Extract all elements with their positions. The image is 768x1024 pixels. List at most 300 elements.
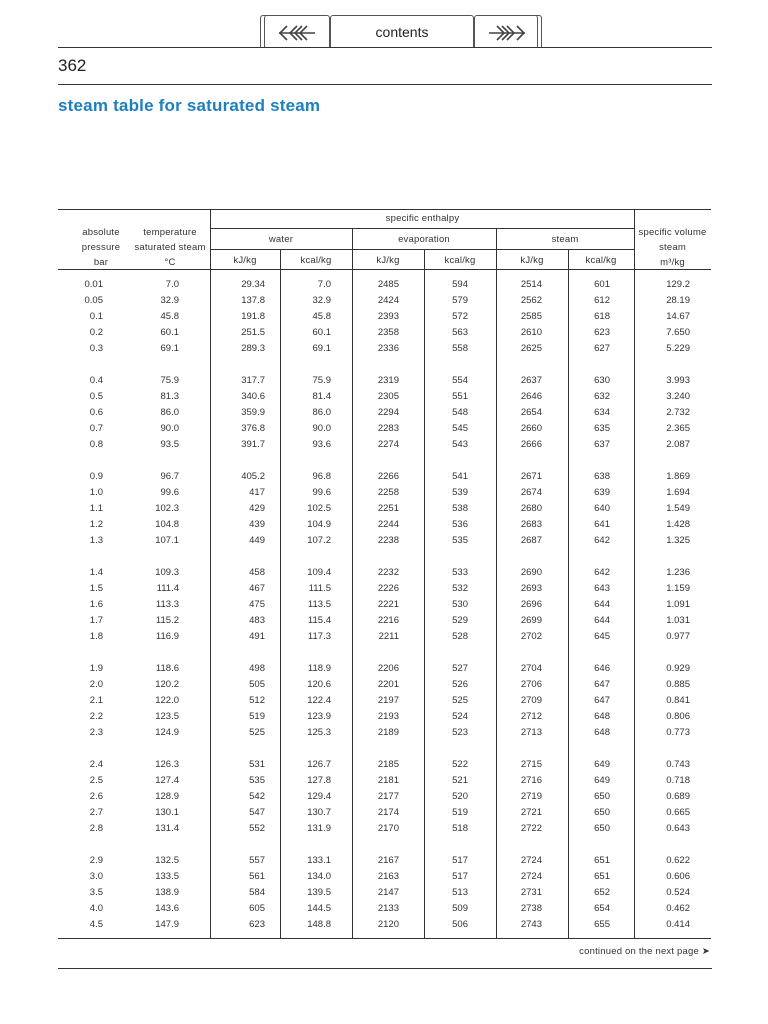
table-cell: 2722	[520, 823, 542, 834]
table-cell: 654	[594, 903, 610, 914]
table-cell: 649	[594, 775, 610, 786]
table-cell: 90.0	[312, 423, 331, 434]
enthalpy-sub-rule	[210, 249, 635, 250]
table-cell: 5.229	[666, 343, 690, 354]
table-cell: 643	[594, 583, 610, 594]
table-cell: 630	[594, 375, 610, 386]
table-cell: 113.5	[307, 599, 331, 610]
table-cell: 138.9	[155, 887, 179, 898]
table-cell: 4.5	[89, 919, 103, 930]
col-divider	[210, 209, 211, 939]
table-cell: 2646	[520, 391, 542, 402]
header-steam: steam	[551, 234, 579, 245]
table-cell: 2.3	[89, 727, 103, 738]
table-cell: 531	[249, 759, 265, 770]
continued-note: continued on the next page ➤	[579, 946, 710, 957]
top-rule	[58, 47, 712, 48]
table-cell: 376.8	[241, 423, 265, 434]
table-cell: 2336	[377, 343, 399, 354]
table-cell: 102.3	[155, 503, 179, 514]
table-cell: 458	[249, 567, 265, 578]
table-cell: 538	[452, 503, 468, 514]
table-cell: 2485	[377, 279, 399, 290]
table-cell: 1.1	[89, 503, 103, 514]
table-cell: 2713	[520, 727, 542, 738]
table-cell: 557	[249, 855, 265, 866]
table-cell: 2654	[520, 407, 542, 418]
table-cell: 2.6	[89, 791, 103, 802]
table-cell: 2147	[377, 887, 399, 898]
table-cell: 2167	[377, 855, 399, 866]
table-cell: 2319	[377, 375, 399, 386]
header-volume-line2: steam	[659, 242, 686, 253]
table-cell: 405.2	[241, 471, 265, 482]
table-cell: 0.743	[666, 759, 690, 770]
table-cell: 3.993	[666, 375, 690, 386]
contents-button[interactable]	[330, 15, 474, 48]
table-cell: 0.606	[666, 871, 690, 882]
table-cell: 126.3	[155, 759, 179, 770]
table-cell: 2189	[377, 727, 399, 738]
table-cell: 1.236	[666, 567, 690, 578]
table-cell: 1.9	[89, 663, 103, 674]
table-cell: 1.091	[666, 599, 690, 610]
table-cell: 99.6	[312, 487, 331, 498]
col-divider	[280, 249, 281, 939]
table-cell: 2660	[520, 423, 542, 434]
table-cell: 521	[452, 775, 468, 786]
table-cell: 69.1	[160, 343, 179, 354]
table-cell: 2.2	[89, 711, 103, 722]
table-cell: 1.4	[89, 567, 103, 578]
table-cell: 637	[594, 439, 610, 450]
enthalpy-group-rule	[210, 228, 635, 229]
table-cell: 2393	[377, 311, 399, 322]
table-cell: 127.8	[307, 775, 331, 786]
table-cell: 623	[594, 327, 610, 338]
table-cell: 645	[594, 631, 610, 642]
table-cell: 2274	[377, 439, 399, 450]
table-cell: 642	[594, 535, 610, 546]
table-cell: 2.4	[89, 759, 103, 770]
table-cell: 75.9	[160, 375, 179, 386]
table-cell: 517	[452, 855, 468, 866]
table-cell: 123.5	[155, 711, 179, 722]
table-cell: 491	[249, 631, 265, 642]
table-cell: 147.9	[155, 919, 179, 930]
table-cell: 649	[594, 759, 610, 770]
table-cell: 1.428	[666, 519, 690, 530]
table-cell: 517	[452, 871, 468, 882]
table-cell: 1.8	[89, 631, 103, 642]
table-cell: 535	[249, 775, 265, 786]
header-temperature	[130, 225, 210, 270]
table-cell: 45.8	[160, 311, 179, 322]
table-cell: 0.643	[666, 823, 690, 834]
table-cell: 2666	[520, 439, 542, 450]
table-cell: 2238	[377, 535, 399, 546]
table-cell: 2709	[520, 695, 542, 706]
table-cell: 122.4	[307, 695, 331, 706]
table-cell: 2738	[520, 903, 542, 914]
table-cell: 2216	[377, 615, 399, 626]
table-top-rule	[58, 209, 711, 210]
table-cell: 594	[452, 279, 468, 290]
table-bottom-rule	[58, 938, 711, 939]
table-cell: 3.5	[89, 887, 103, 898]
table-cell: 32.9	[160, 295, 179, 306]
table-cell: 137.8	[241, 295, 265, 306]
table-cell: 69.1	[312, 343, 331, 354]
header-water: water	[268, 234, 294, 245]
table-cell: 641	[594, 519, 610, 530]
table-cell: 551	[452, 391, 468, 402]
table-cell: 647	[594, 695, 610, 706]
table-cell: 2221	[377, 599, 399, 610]
table-cell: 130.7	[307, 807, 331, 818]
table-cell: 0.689	[666, 791, 690, 802]
table-cell: 0.2	[89, 327, 103, 338]
table-cell: 60.1	[160, 327, 179, 338]
table-cell: 650	[594, 823, 610, 834]
table-cell: 2683	[520, 519, 542, 530]
header-temperature-line2: saturated steam	[134, 242, 206, 253]
table-cell: 579	[452, 295, 468, 306]
table-cell: 120.2	[155, 679, 179, 690]
table-cell: 638	[594, 471, 610, 482]
header-pressure-unit: bar	[93, 257, 109, 268]
table-cell: 7.650	[666, 327, 690, 338]
table-cell: 525	[249, 727, 265, 738]
table-cell: 96.8	[312, 471, 331, 482]
table-cell: 143.6	[155, 903, 179, 914]
table-cell: 0.8	[89, 439, 103, 450]
table-cell: 563	[452, 327, 468, 338]
table-cell: 2232	[377, 567, 399, 578]
unit-water-kj: kJ/kg	[233, 255, 257, 266]
col-divider	[634, 209, 635, 939]
table-cell: 2251	[377, 503, 399, 514]
header-specific-volume	[634, 225, 711, 270]
table-cell: 439	[249, 519, 265, 530]
table-cell: 0.414	[666, 919, 690, 930]
table-cell: 116.9	[155, 631, 179, 642]
table-cell: 1.3	[89, 535, 103, 546]
unit-steam-kj: kJ/kg	[520, 255, 544, 266]
table-cell: 475	[249, 599, 265, 610]
table-cell: 644	[594, 599, 610, 610]
table-cell: 0.929	[666, 663, 690, 674]
table-cell: 2358	[377, 327, 399, 338]
table-cell: 2181	[377, 775, 399, 786]
table-cell: 2211	[378, 631, 399, 642]
table-cell: 0.3	[89, 343, 103, 354]
table-cell: 535	[452, 535, 468, 546]
table-cell: 2201	[377, 679, 399, 690]
table-cell: 0.01	[84, 279, 103, 290]
table-cell: 554	[452, 375, 468, 386]
table-cell: 0.9	[89, 471, 103, 482]
table-cell: 2702	[520, 631, 542, 642]
table-cell: 1.6	[89, 599, 103, 610]
header-volume-line1: specific volume	[638, 227, 707, 238]
table-cell: 648	[594, 727, 610, 738]
table-cell: 340.6	[241, 391, 265, 402]
table-cell: 2185	[377, 759, 399, 770]
table-cell: 639	[594, 487, 610, 498]
table-cell: 543	[452, 439, 468, 450]
table-cell: 1.0	[89, 487, 103, 498]
table-cell: 635	[594, 423, 610, 434]
table-cell: 467	[249, 583, 265, 594]
table-cell: 126.7	[307, 759, 331, 770]
table-cell: 2226	[377, 583, 399, 594]
table-cell: 2.9	[89, 855, 103, 866]
table-cell: 359.9	[241, 407, 265, 418]
header-pressure-line2: pressure	[81, 242, 121, 253]
col-divider	[568, 249, 569, 939]
table-cell: 2197	[377, 695, 399, 706]
table-cell: 2258	[377, 487, 399, 498]
table-cell: 0.977	[666, 631, 690, 642]
next-page-button[interactable]	[474, 15, 542, 48]
table-cell: 524	[452, 711, 468, 722]
table-cell: 29.34	[241, 279, 265, 290]
table-cell: 652	[594, 887, 610, 898]
table-cell: 572	[452, 311, 468, 322]
table-cell: 2.365	[666, 423, 690, 434]
table-cell: 251.5	[241, 327, 265, 338]
table-cell: 2.5	[89, 775, 103, 786]
table-cell: 509	[452, 903, 468, 914]
table-cell: 2693	[520, 583, 542, 594]
table-cell: 132.5	[155, 855, 179, 866]
table-cell: 131.9	[307, 823, 331, 834]
table-cell: 2625	[520, 343, 542, 354]
table-cell: 417	[249, 487, 265, 498]
table-cell: 2.8	[89, 823, 103, 834]
table-cell: 111.4	[156, 583, 179, 594]
header-specific-enthalpy: specific enthalpy	[385, 213, 460, 224]
table-cell: 525	[452, 695, 468, 706]
table-cell: 640	[594, 503, 610, 514]
table-cell: 7.0	[165, 279, 179, 290]
table-cell: 2174	[377, 807, 399, 818]
page-number: 362	[58, 56, 87, 75]
header-temperature-line1: temperature	[143, 227, 197, 238]
table-cell: 2585	[520, 311, 542, 322]
table-cell: 545	[452, 423, 468, 434]
table-cell: 86.0	[312, 407, 331, 418]
table-cell: 1.325	[666, 535, 690, 546]
table-cell: 533	[452, 567, 468, 578]
table-cell: 2687	[520, 535, 542, 546]
table-cell: 2177	[377, 791, 399, 802]
table-cell: 122.0	[155, 695, 179, 706]
table-cell: 124.9	[155, 727, 179, 738]
table-cell: 2.087	[666, 439, 690, 450]
table-cell: 651	[594, 871, 610, 882]
page-title: steam table for saturated steam	[58, 96, 321, 115]
table-cell: 14.67	[666, 311, 690, 322]
table-cell: 2424	[377, 295, 399, 306]
table-cell: 0.665	[666, 807, 690, 818]
table-cell: 536	[452, 519, 468, 530]
table-cell: 526	[452, 679, 468, 690]
table-cell: 93.5	[160, 439, 179, 450]
table-cell: 115.2	[155, 615, 179, 626]
contents-label: contents	[375, 24, 429, 40]
table-cell: 2674	[520, 487, 542, 498]
table-cell: 539	[452, 487, 468, 498]
table-cell: 99.6	[160, 487, 179, 498]
table-cell: 134.0	[307, 871, 331, 882]
table-cell: 542	[249, 791, 265, 802]
table-cell: 2.7	[89, 807, 103, 818]
table-cell: 128.9	[155, 791, 179, 802]
table-cell: 2514	[520, 279, 542, 290]
table-cell: 612	[594, 295, 610, 306]
table-cell: 113.3	[155, 599, 179, 610]
header-rule	[58, 84, 712, 85]
table-cell: 131.4	[155, 823, 179, 834]
table-cell: 2690	[520, 567, 542, 578]
table-cell: 117.3	[307, 631, 331, 642]
table-cell: 513	[452, 887, 468, 898]
table-cell: 0.524	[666, 887, 690, 898]
table-cell: 90.0	[160, 423, 179, 434]
table-cell: 2719	[520, 791, 542, 802]
table-cell: 505	[249, 679, 265, 690]
table-cell: 1.2	[89, 519, 103, 530]
table-cell: 125.3	[307, 727, 331, 738]
table-cell: 2712	[520, 711, 542, 722]
table-cell: 0.1	[89, 311, 103, 322]
table-cell: 1.159	[666, 583, 690, 594]
table-cell: 1.5	[89, 583, 103, 594]
table-cell: 133.1	[307, 855, 331, 866]
table-cell: 2562	[520, 295, 542, 306]
header-pressure-line1: absolute	[82, 227, 120, 238]
table-cell: 642	[594, 567, 610, 578]
table-cell: 81.3	[160, 391, 179, 402]
table-cell: 81.4	[312, 391, 331, 402]
table-cell: 547	[249, 807, 265, 818]
table-cell: 541	[452, 471, 468, 482]
table-cell: 601	[594, 279, 610, 290]
table-cell: 129.4	[307, 791, 331, 802]
double-arrow-left-icon	[277, 25, 317, 41]
table-cell: 483	[249, 615, 265, 626]
table-cell: 498	[249, 663, 265, 674]
table-cell: 519	[249, 711, 265, 722]
table-cell: 506	[452, 919, 468, 930]
table-cell: 552	[249, 823, 265, 834]
table-cell: 109.3	[155, 567, 179, 578]
table-cell: 650	[594, 791, 610, 802]
table-cell: 523	[452, 727, 468, 738]
table-cell: 644	[594, 615, 610, 626]
previous-page-button[interactable]	[260, 15, 330, 48]
table-cell: 3.0	[89, 871, 103, 882]
bottom-rule	[58, 968, 712, 969]
table-cell: 1.7	[89, 615, 103, 626]
table-cell: 584	[249, 887, 265, 898]
table-cell: 2704	[520, 663, 542, 674]
header-volume-unit: m³/kg	[660, 257, 685, 268]
table-cell: 647	[594, 679, 610, 690]
table-cell: 107.1	[155, 535, 179, 546]
table-cell: 530	[452, 599, 468, 610]
header-evaporation: evaporation	[398, 234, 450, 245]
unit-evaporation-kcal: kcal/kg	[444, 255, 476, 266]
table-cell: 2671	[520, 471, 542, 482]
table-cell: 558	[452, 343, 468, 354]
table-cell: 317.7	[241, 375, 265, 386]
table-cell: 627	[594, 343, 610, 354]
table-cell: 191.8	[241, 311, 265, 322]
col-divider	[424, 249, 425, 939]
col-divider	[352, 228, 353, 939]
table-cell: 120.6	[307, 679, 331, 690]
table-cell: 4.0	[89, 903, 103, 914]
table-cell: 127.4	[155, 775, 179, 786]
table-cell: 532	[452, 583, 468, 594]
table-cell: 75.9	[312, 375, 331, 386]
table-cell: 519	[452, 807, 468, 818]
table-cell: 148.8	[307, 919, 331, 930]
unit-steam-kcal: kcal/kg	[585, 255, 617, 266]
table-cell: 86.0	[160, 407, 179, 418]
table-cell: 118.6	[155, 663, 179, 674]
table-cell: 139.5	[307, 887, 331, 898]
table-cell: 2163	[377, 871, 399, 882]
table-cell: 7.0	[317, 279, 331, 290]
table-cell: 520	[452, 791, 468, 802]
table-cell: 2294	[377, 407, 399, 418]
table-cell: 655	[594, 919, 610, 930]
table-cell: 2680	[520, 503, 542, 514]
table-cell: 512	[249, 695, 265, 706]
table-cell: 2305	[377, 391, 399, 402]
table-cell: 2283	[377, 423, 399, 434]
table-cell: 0.622	[666, 855, 690, 866]
table-cell: 2731	[520, 887, 542, 898]
table-cell: 2610	[520, 327, 542, 338]
table-cell: 650	[594, 807, 610, 818]
table-cell: 2743	[520, 919, 542, 930]
table-cell: 0.05	[84, 295, 103, 306]
table-cell: 32.9	[312, 295, 331, 306]
table-cell: 2244	[377, 519, 399, 530]
table-cell: 2716	[520, 775, 542, 786]
table-cell: 2699	[520, 615, 542, 626]
table-cell: 1.694	[666, 487, 690, 498]
table-cell: 2170	[377, 823, 399, 834]
table-cell: 2266	[377, 471, 399, 482]
table-cell: 0.841	[666, 695, 690, 706]
table-cell: 109.4	[307, 567, 331, 578]
unit-water-kcal: kcal/kg	[300, 255, 332, 266]
table-cell: 2706	[520, 679, 542, 690]
unit-evaporation-kj: kJ/kg	[376, 255, 400, 266]
table-cell: 28.19	[666, 295, 690, 306]
table-cell: 2696	[520, 599, 542, 610]
table-cell: 2133	[377, 903, 399, 914]
table-cell: 0.7	[89, 423, 103, 434]
table-cell: 646	[594, 663, 610, 674]
table-cell: 2637	[520, 375, 542, 386]
